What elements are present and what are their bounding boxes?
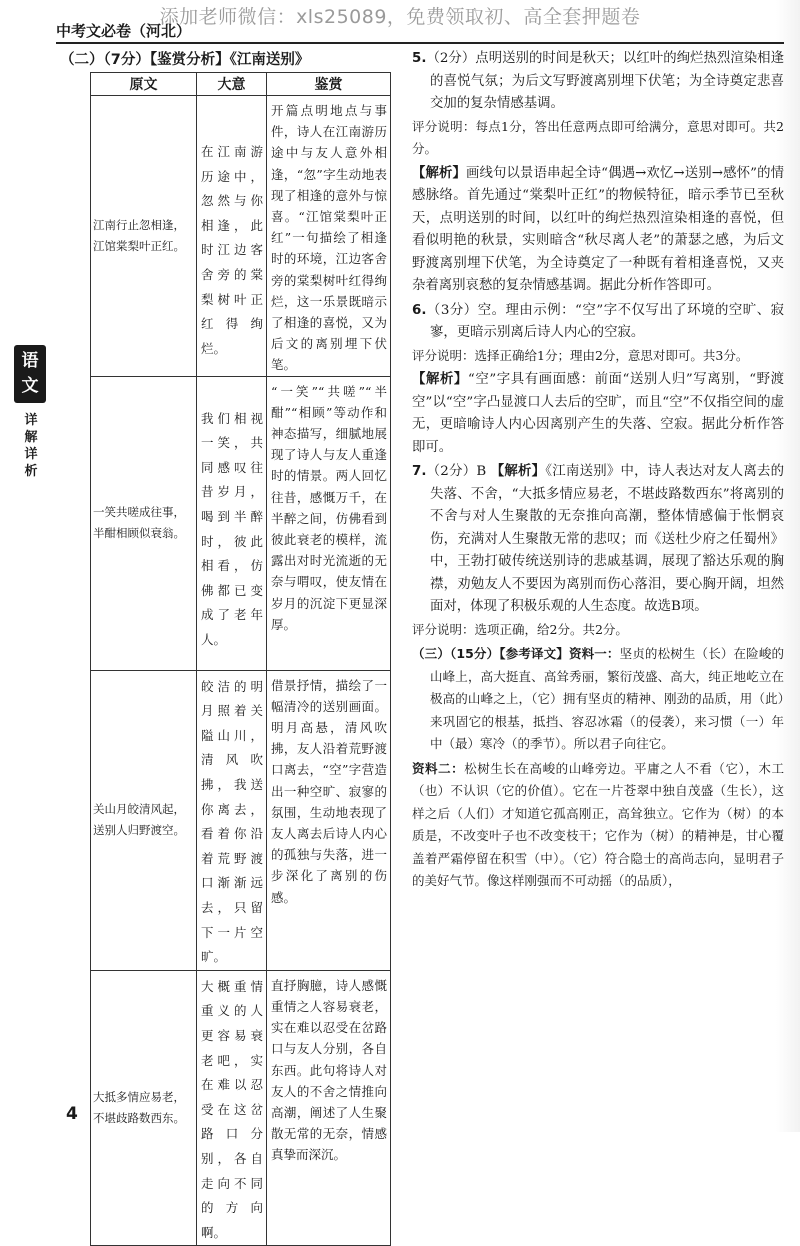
q7-scoring: 评分说明：选项正确，给2分。共2分。 xyxy=(412,621,628,637)
q5-text: （2分）点明送别的时间是秋天；以红叶的绚烂热烈渲染相逢的喜悦气氛；为后文写野渡离别埋下伏笔；为全诗奠定悲喜交加的复杂情感基调。 xyxy=(426,51,784,111)
table-header-row xyxy=(91,73,391,96)
q5-number: 5. xyxy=(412,51,427,66)
q7-analysis-tag: 【解析】 xyxy=(490,464,546,479)
cell-meaning: 皎洁的明月照着关隘山川，清风吹拂，我送你离去，看着你沿着荒野渡口渐渐远去，只留下一片空旷。 xyxy=(197,670,267,970)
q6-text: （3分）空。理由示例：“空”字不仅写出了环境的空旷、寂寥，更暗示别离后诗人内心的空寂。 xyxy=(426,302,784,340)
col-header-appreciation: 鉴赏 xyxy=(267,73,391,96)
cell-meaning: 大概重情重义的人更容易衰老吧，实在难以忍受在这岔路口分别，各自走向不同的方向啊。 xyxy=(197,970,267,1246)
section3-translation xyxy=(412,643,784,756)
table-row xyxy=(91,970,391,1246)
appreciation-table xyxy=(90,72,391,1246)
section3-material2 xyxy=(412,758,784,893)
answers-column xyxy=(412,48,784,893)
q5-analysis xyxy=(412,163,784,298)
header-divider xyxy=(56,42,784,44)
side-label: 详解详析 xyxy=(24,413,38,479)
cell-original: 一笑共嗟成往事，半酣相顾似衰翁。 xyxy=(91,376,197,670)
col-header-original: 原文 xyxy=(91,73,197,96)
section3-p1: 坚贞的松树生（长）在险峻的山峰上，高大挺直、高耸秀丽，繁衍茂盛、高大，纯正地屹立在极高的山峰之上，（它）拥有坚贞的精神、刚劲的品质，用（此）来巩固它的根基，抵挡、容忍冰霜（的侵袭），来习惯（一）年中（最）寒冷（的季节）。所以君子向往它。 xyxy=(430,646,784,751)
q6-number: 6. xyxy=(412,302,427,318)
cell-appreciation: 直抒胸臆，诗人感慨重情之人容易衰老，实在难以忍受在岔路口与友人分别，各自东西。此句将诗人对友人的不舍之情推向高潮，阐述了人生聚散无常的无奈，情感真挚而深沉。 xyxy=(267,970,391,1246)
answer-6 xyxy=(412,300,784,345)
q6-analysis xyxy=(412,369,784,459)
q6-analysis-tag: 【解析】 xyxy=(412,372,468,387)
q7-text: 《江南送别》中，诗人表达对友人离去的失落、不舍，“大抵多情应易老，不堪歧路数西东”将离别的不舍与对人生聚散的无奈推向高潮，整体情感偏于怅惘哀伤，充满对人生聚散无常的悲叹；而《送杜少府之任蜀州》中，王勃打破传统送别诗的悲戚基调，展现了豁达乐观的胸襟，劝勉友人不要因为离别而伤心落泪，要心胸开阔，坦然面对，体现了积极乐观的人生态度。故选B项。 xyxy=(430,464,784,614)
cell-appreciation: 开篇点明地点与事件，诗人在江南游历途中与友人意外相逢，“忽”字生动地表现了相逢的意外与惊喜。“江馆棠梨叶正红”一句描绘了相逢时的环境，江边客舍旁的棠梨树叶红得绚烂，这一乐景既暗示了相逢的喜悦，又为后文的离别埋下伏笔。 xyxy=(267,96,391,377)
q6-scoring: 评分说明：选择正确给1分；理由2分，意思对即可。共3分。 xyxy=(412,347,749,363)
answer-5 xyxy=(412,48,784,116)
q7-lead: （2分）B xyxy=(426,464,491,479)
page-number: 4 xyxy=(66,1104,78,1124)
cell-appreciation: 借景抒情，描绘了一幅清冷的送别画面。明月高悬，清风吹拂，友人沿着荒野渡口离去，“空”字营造出一种空旷、寂寥的氛围，生动地表现了友人离去后诗人内心的孤独与失落，进一步深化了离别的伤感。 xyxy=(267,670,391,970)
answer-7 xyxy=(412,461,784,619)
subject-tab: 语文 xyxy=(14,345,46,403)
cell-meaning: 在江南游历途中，忽然与你相逢，此时江边客舍旁的棠梨树叶正红得绚烂。 xyxy=(197,96,267,377)
cell-original: 关山月皎清风起，送别人归野渡空。 xyxy=(91,670,197,970)
section3-heading: （三）（15分）【参考译文】资料一： xyxy=(412,646,620,661)
q5-scoring: 评分说明：每点1分，答出任意两点即可给满分，意思对即可。共2分。 xyxy=(412,118,784,156)
section2-heading: （二）（7分）【鉴赏分析】《江南送别》 xyxy=(60,52,310,68)
q5-analysis-text: 画线句以景语串起全诗“偶遇→欢忆→送别→感怀”的情感脉络。首先通过“棠梨叶正红”的物候特征，暗示季节已至秋天，点明送别的时间，以红叶的绚烂热烈渲染相逢的喜悦，但看似明艳的秋景，实则暗含“秋尽离人老”的萧瑟之感，为后文野渡离别埋下伏笔，为全诗奠定了一种既有着相逢喜悦，又夹杂着离别哀愁的复杂情感基调。据此分析作答即可。 xyxy=(412,165,784,293)
section3-p2: 松树生长在高峻的山峰旁边。平庸之人不看（它），木工（也）不认识（它的价值）。它在一片苍翠中独自茂盛（生长），这样之后（人们）才知道它孤高刚正，高耸独立。它作为（树）的本质是，不改变叶子也不改变枝干；它作为（树）的精神是，甘心覆盖着严霜停留在积雪（中）。（它）符合隐士的高尚志向，显明君子的美好气节。像这样刚强而不可动摇（的品质）， xyxy=(412,760,784,888)
table-row xyxy=(91,376,391,670)
q5-analysis-tag: 【解析】 xyxy=(412,165,467,181)
cell-original: 大抵多情应易老，不堪歧路数西东。 xyxy=(91,970,197,1246)
cell-meaning: 我们相视一笑，共同感叹往昔岁月，喝到半醉时，彼此相看，仿佛都已变成了老年人。 xyxy=(197,376,267,670)
q7-number: 7. xyxy=(412,464,427,479)
section3-p2-tag: 资料二： xyxy=(412,760,465,776)
cell-original: 江南行止忽相逢，江馆棠梨叶正红。 xyxy=(91,96,197,377)
col-header-meaning: 大意 xyxy=(197,73,267,96)
cell-appreciation: “一笑”“共嗟”“半酣”“相顾”等动作和神态描写，细腻地展现了诗人与友人重逢时的情景。两人回忆往昔，感慨万千，在半醉之间，仿佛看到彼此衰老的模样，流露出对时光流逝的无奈与喟叹，使友情在岁月的沉淀下更显深厚。 xyxy=(267,376,391,670)
table-row xyxy=(91,670,391,970)
watermark: 添加老师微信：xls25089，免费领取初、高全套押题卷 xyxy=(159,6,641,28)
page-header-title: 中考文必卷（河北） xyxy=(56,22,192,40)
table-row xyxy=(91,96,391,377)
q6-analysis-text: “空”字具有画面感：前面“送别人归”写离别，“野渡空”以“空”字凸显渡口人去后的空旷，而且“空”不仅指空间的虚无，更暗喻诗人内心因离别产生的失落、空寂。据此分析作答即可。 xyxy=(412,372,784,455)
